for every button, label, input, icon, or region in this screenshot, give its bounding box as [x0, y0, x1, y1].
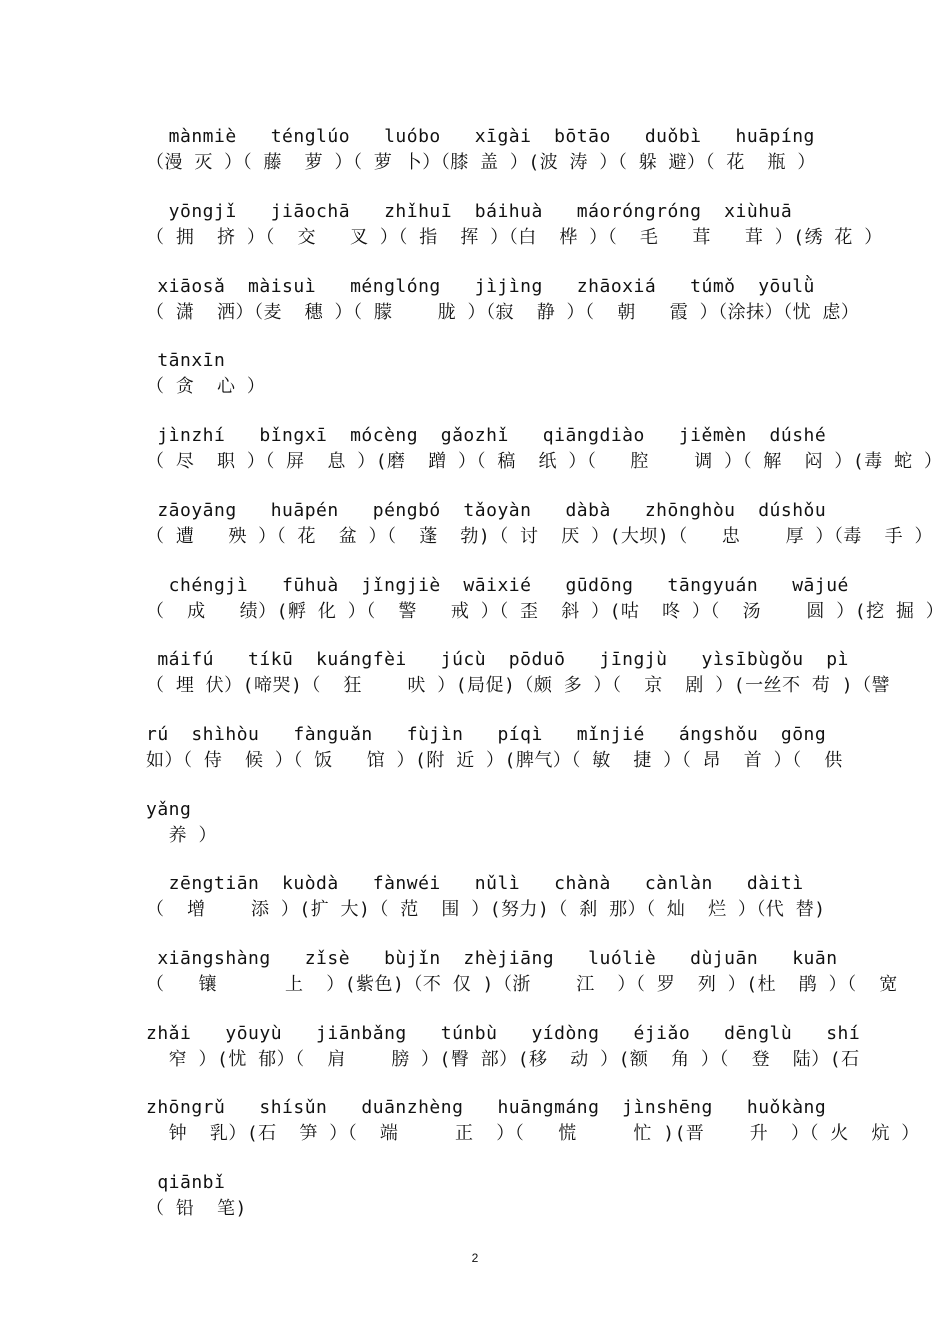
hanzi-line: （ 尽 职 ）（ 屏 息 ）(磨 蹭 ）（ 稿 纸 ）（ 腔 调 ）（ 解 闷 ）(毒 蛇 ）	[146, 451, 943, 472]
hanzi-line: （ 镶 上 ）(紫色)（不 仅 )（浙 江 ）（ 罗 列 ）(杜 鹃 ）（ 宽	[146, 974, 898, 995]
pinyin-line: tānxīn	[146, 350, 226, 371]
pinyin-line: mànmiè ténglúo luóbo xīgài bōtāo duǒbì huāpíng	[146, 126, 815, 147]
hanzi-line: （ 埋 伏）(啼哭)（ 狂 吠 ）(局促)（颇 多 ）（ 京 剧 ）(一丝不 苟 )（譬	[146, 675, 891, 696]
pinyin-line: xiāngshàng zǐsè bùjǐn zhèjiāng luóliè dùjuān kuān	[146, 948, 838, 969]
word-row	[146, 871, 826, 923]
word-row	[146, 1170, 826, 1222]
hanzi-line: 钟 乳）(石 笋 ）（ 端 正 ）（ 慌 忙 )(晋 升 ）（ 火 炕 ）	[146, 1123, 920, 1144]
word-row	[146, 124, 826, 176]
pinyin-line: xiāosǎ màisuì ménglóng jìjìng zhāoxiá túmǒ yōulǜ	[146, 276, 815, 297]
hanzi-line: 如）（ 侍 候 ）（ 饭 馆 ）(附 近 ）(脾气）（ 敏 捷 ）（ 昂 首 ）（ 供	[146, 750, 843, 771]
hanzi-line: 窄 ）(忧 郁）（ 肩 膀 ）(臀 部）(移 动 ）(额 角 ）（ 登 陆）(石	[146, 1049, 860, 1070]
word-row	[146, 573, 945, 625]
pinyin-line: yōngjǐ jiāochā zhǐhuī báihuà máoróngróng xiùhuā	[146, 201, 793, 222]
pinyin-line: qiānbǐ	[146, 1172, 226, 1193]
page-number: 2	[471, 1251, 479, 1265]
pinyin-line: zēngtiān kuòdà fànwéi nǔlì chànà cànlàn dàitì	[146, 873, 804, 894]
pinyin-line: rú shìhòu fànguǎn fùjìn píqì mǐnjié ángshǒu gōng	[146, 724, 827, 745]
word-row	[146, 647, 891, 699]
hanzi-line: （漫 灭 ）（ 藤 萝 ）（ 萝 卜）（膝 盖 ）(波 涛 ）（ 躲 避）（ 花 瓶 ）	[146, 152, 816, 173]
pinyin-line: zhǎi yōuyù jiānbǎng túnbù yídòng éjiǎo dēnglù shí	[146, 1023, 861, 1044]
word-row	[146, 274, 860, 326]
word-row	[146, 1021, 861, 1073]
word-row	[146, 423, 943, 475]
hanzi-line: （ 遭 殃 ）（ 花 盆 ）（ 蓬 勃)（ 讨 厌 ）(大坝)（ 忠 厚 ）（毒 手 ）	[146, 526, 933, 547]
hanzi-line: （ 成 绩）(孵 化 ）（ 警 戒 ）（ 歪 斜 ）(咕 咚 ）（ 汤 圆 ）(挖 掘 ）	[146, 601, 945, 622]
hanzi-line: （ 潇 洒）（麦 穗 ）（ 朦 胧 ）（寂 静 ）（ 朝 霞 ）（涂抹）（忧 虑）	[146, 302, 860, 323]
pinyin-line: zāoyāng huāpén péngbó tǎoyàn dàbà zhōnghòu dúshǒu	[146, 500, 827, 521]
word-row	[146, 199, 883, 251]
word-row	[146, 722, 843, 774]
word-row	[146, 946, 898, 998]
hanzi-line: （ 铅 笔)	[146, 1198, 247, 1219]
pinyin-line: máifú tíkū kuángfèi júcù pōduō jīngjù yìsībùgǒu pì	[146, 649, 849, 670]
hanzi-line: （ 增 添 ）(扩 大)（ 范 围 ）(努力)（ 刹 那）（ 灿 烂 ）（代 替)	[146, 899, 826, 920]
word-row	[146, 1095, 920, 1147]
pinyin-line: yǎng	[146, 799, 192, 820]
pinyin-line: chéngjì fūhuà jǐngjiè wāixié gūdōng tāngyuán wājué	[146, 575, 849, 596]
word-row	[146, 348, 826, 400]
hanzi-line: （ 拥 挤 ）（ 交 叉 ）（ 指 挥 ）（白 桦 ）（ 毛 茸 茸 ）(绣 花 ）	[146, 227, 883, 248]
hanzi-line: （ 贪 心 ）	[146, 376, 266, 397]
word-row	[146, 498, 933, 550]
pinyin-line: jìnzhí bǐngxī mócèng gǎozhǐ qiāngdiào jiěmèn dúshé	[146, 425, 827, 446]
pinyin-line: zhōngrǔ shísǔn duānzhèng huāngmáng jìnshēng huǒkàng	[146, 1097, 827, 1118]
hanzi-line: 养 ）	[146, 825, 218, 846]
word-row	[146, 797, 826, 849]
